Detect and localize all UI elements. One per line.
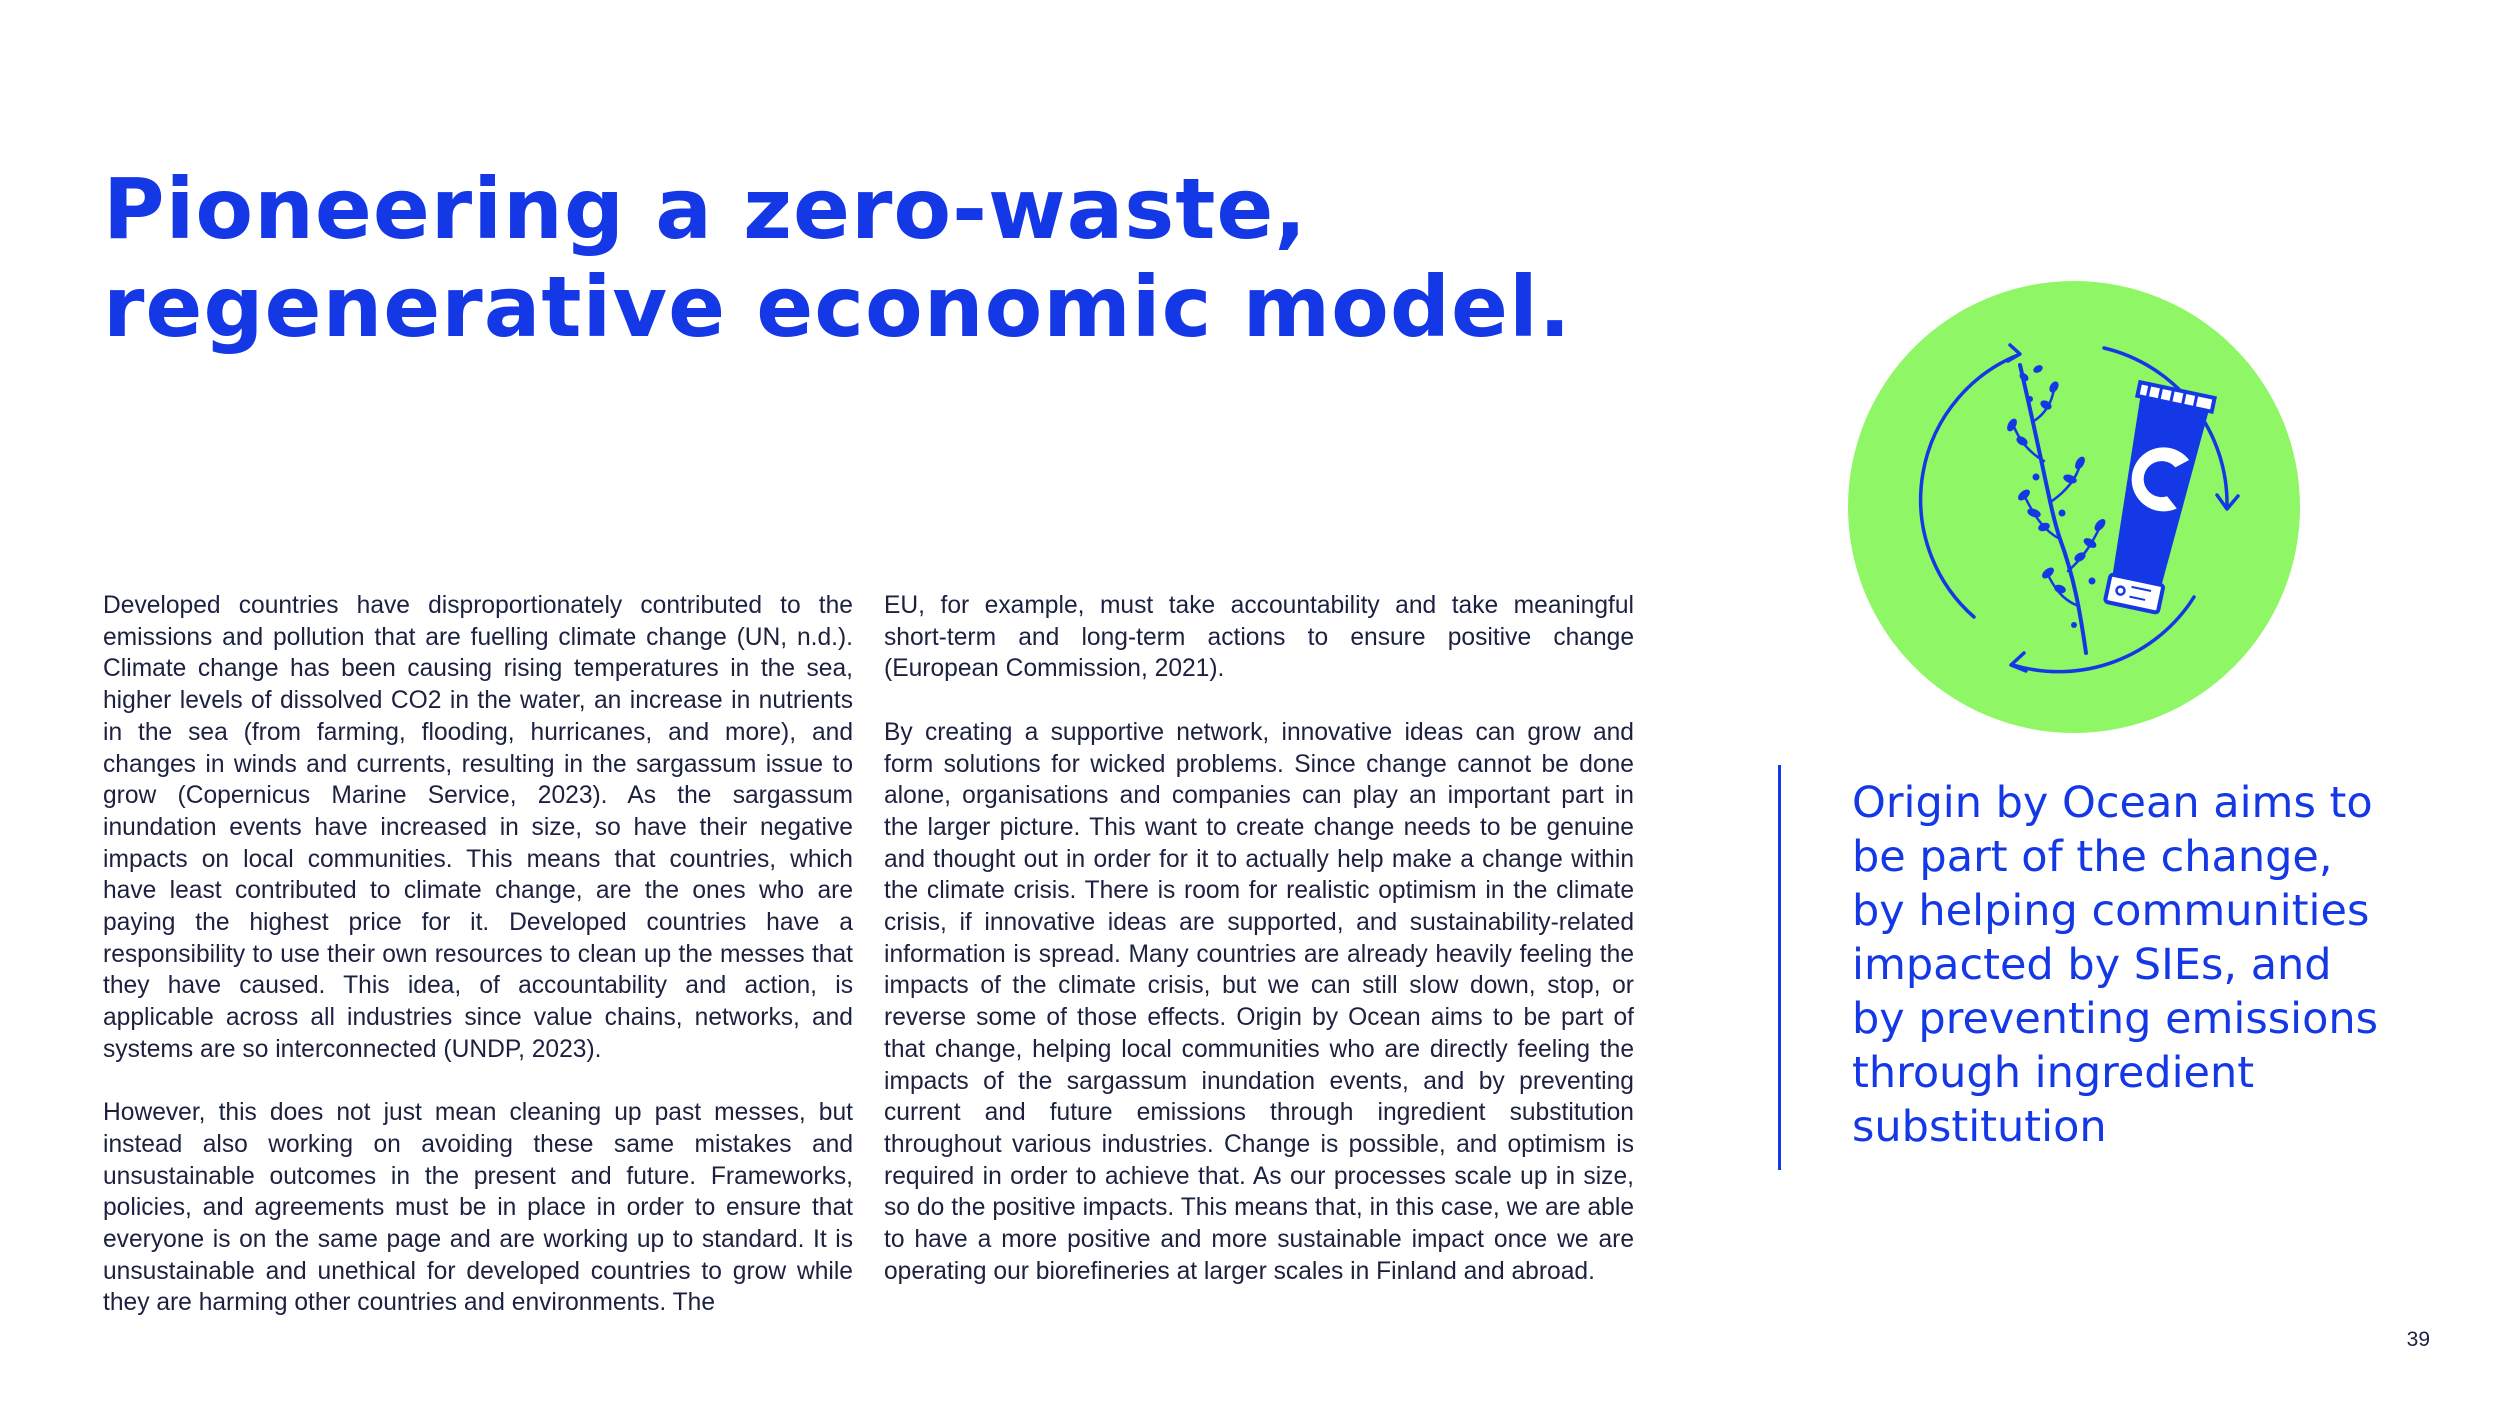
body-column-right bbox=[884, 590, 1634, 1287]
paragraph: Developed countries have disproportionately contributed to the emissions and pollution that are fuelling climate change (UN, n.d.). Climate change has been causing rising temperatures in the sea, higher levels of dissolved CO2 in the water, an increase in nutrients in the sea (from farming, flooding, hurricanes, and more), and changes in winds and currents, resulting in the sargassum issue to grow (Copernicus Marine Service, 2023). As the sargassum inundation events have increased in size, so have their negative impacts on local communities. This means that countries, which have least contributed to climate change, are the ones who are paying the highest price for it. Developed countries have a responsibility to use their own resources to clean up the messes that they have caused. This idea, of accountability and action, is applicable across all industries since value chains, networks, and systems are so interconnected (UNDP, 2023). bbox=[103, 592, 853, 1063]
quote-divider bbox=[1778, 765, 1781, 1170]
page-number: 39 bbox=[2406, 1328, 2430, 1351]
page-title bbox=[103, 160, 1703, 356]
quote-line: Origin by Ocean aims to bbox=[1852, 778, 2373, 828]
paragraph: EU, for example, must take accountability and take meaningful short-term and long-term actions to ensure positive change (European Commission, 2021). bbox=[884, 592, 1634, 683]
title-line-2: regenerative economic model. bbox=[103, 258, 1572, 356]
quote-line: be part of the change, bbox=[1852, 832, 2333, 882]
circular-economy-emblem bbox=[1848, 281, 2300, 733]
quote-line: by preventing emissions bbox=[1852, 994, 2379, 1044]
paragraph: By creating a supportive network, innovative ideas can grow and form solutions for wicked problems. Since change cannot be done alone, organisations and companies can play an important part in the larger picture. This want to create change needs to be genuine and thought out in order for it to actually help make a change within the climate crisis. There is room for realistic optimism in the climate crisis, if innovative ideas are supported, and sustainability-related information is spread. Many countries are already heavily feeling the impacts of the climate crisis, but we can still slow down, stop, or reverse some of those effects. Origin by Ocean aims to be part of that change, helping local communities who are directly feeling the impacts of the sargassum inundation events, and by preventing current and future emissions through ingredient substitution throughout various industries. Change is possible, and optimism is required in order to achieve that. As our processes scale up in size, so do the positive impacts. This means that, in this case, we are able to have a more positive and more sustainable impact once we are operating our biorefineries at larger scales in Finland and abroad. bbox=[884, 718, 1634, 1285]
quote-line: through ingredient bbox=[1852, 1048, 2255, 1098]
emblem-circle bbox=[1848, 281, 2300, 733]
body-column-left bbox=[103, 590, 853, 1319]
quote-line: impacted by SIEs, and bbox=[1852, 940, 2332, 990]
pull-quote bbox=[1852, 776, 2452, 1154]
title-line-1: Pioneering a zero-waste, bbox=[103, 160, 1308, 258]
quote-line: substitution bbox=[1852, 1102, 2107, 1152]
quote-line: by helping communities bbox=[1852, 886, 2370, 936]
paragraph: However, this does not just mean cleaning up past messes, but instead also working on avoiding these same mistakes and unsustainable outcomes in the present and future. Frameworks, policies, and agreements must be in place in order to ensure that everyone is on the same page and are working up to standard. It is unsustainable and unethical for developed countries to grow while they are harming other countries and environments. The bbox=[103, 1099, 853, 1317]
